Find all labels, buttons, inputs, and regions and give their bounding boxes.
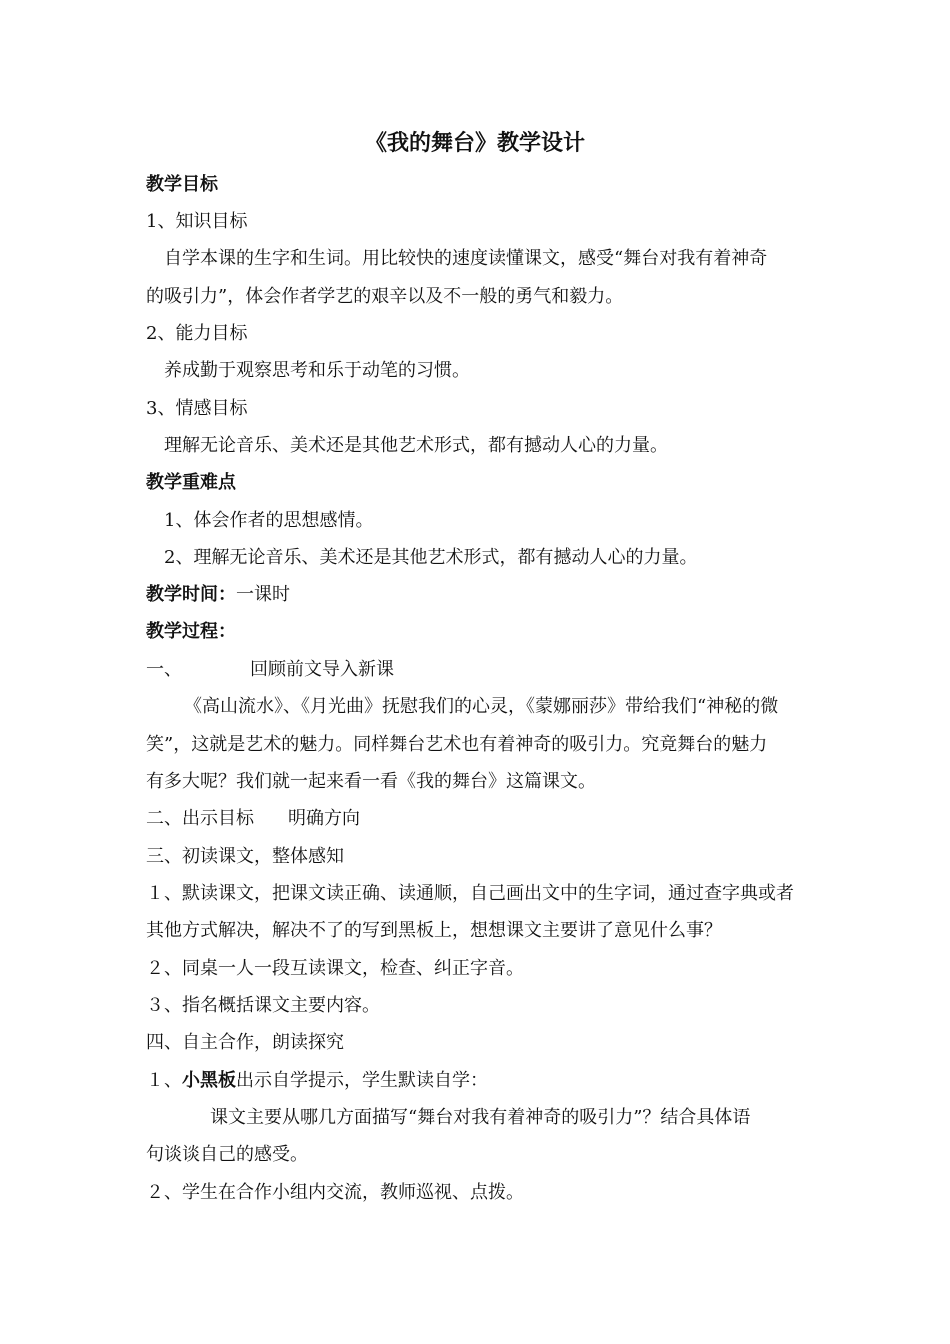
- key-point-2: 2、理解无论音乐、美术还是其他艺术形式，都有撼动人心的力量。: [164, 547, 698, 568]
- ability-goal-heading: 2、能力目标: [146, 323, 248, 344]
- emotion-goal-heading: 3、情感目标: [146, 398, 248, 419]
- step2-heading-part-2: 明确方向: [288, 808, 360, 829]
- step1-number: 一、: [146, 659, 182, 680]
- step4-heading: 四、自主合作，朗读探究: [146, 1032, 344, 1053]
- key-point-1: 1、体会作者的思想感情。: [164, 510, 374, 531]
- ability-text: 养成勤于观察思考和乐于动笔的习惯。: [164, 360, 470, 381]
- step4-item-1-number: １、: [146, 1070, 182, 1091]
- step3-item-1-line-1: １、默读课文，把课文读正确、读通顺，自己画出文中的生字词，通过查字典或者: [146, 883, 794, 904]
- teaching-time-value: 一课时: [236, 584, 290, 605]
- step4-item-1: [146, 1072, 488, 1090]
- step3-item-3: ３、指名概括课文主要内容。: [146, 995, 380, 1016]
- knowledge-text-line-2: 的吸引力”，体会作者学艺的艰辛以及不一般的勇气和毅力。: [146, 286, 624, 307]
- emotion-text: 理解无论音乐、美术还是其他艺术形式，都有撼动人心的力量。: [164, 435, 668, 456]
- step1-text-line-3: 有多大呢？我们就一起来看一看《我的舞台》这篇课文。: [146, 771, 596, 792]
- step4-item-1-text: 出示自学提示，学生默读自学：: [236, 1070, 488, 1091]
- step1-title: 回顾前文导入新课: [250, 659, 394, 680]
- knowledge-goal-heading: 1、知识目标: [146, 211, 248, 232]
- step1-text-line-1: 《高山流水》、《月光曲》抚慰我们的心灵，《蒙娜丽莎》带给我们“神秘的微: [184, 696, 779, 717]
- step2-heading-part-1: 二、出示目标: [146, 808, 254, 829]
- step1-text-line-2: 笑”，这就是艺术的魅力。同样舞台艺术也有着神奇的吸引力。究竟舞台的魅力: [146, 734, 768, 755]
- step3-item-2: ２、同桌一人一段互读课文，检查、纠正字音。: [146, 958, 524, 979]
- key-points-heading: 教学重难点: [146, 472, 236, 493]
- knowledge-text-line-1: 自学本课的生字和生词。用比较快的速度读懂课文，感受“舞台对我有着神奇: [164, 248, 768, 269]
- teaching-time: [146, 586, 290, 604]
- step3-heading: 三、初读课文，整体感知: [146, 846, 344, 867]
- process-heading: 教学过程：: [146, 621, 236, 642]
- teaching-time-label: 教学时间：: [146, 584, 236, 605]
- goals-heading: 教学目标: [146, 174, 218, 195]
- step4-item-1-bold: 小黑板: [182, 1070, 236, 1091]
- document-title: 《我的舞台》教学设计: [364, 130, 585, 156]
- step4-prompt-line-2: 句谈谈自己的感受。: [146, 1144, 308, 1165]
- step4-item-2: ２、学生在合作小组内交流，教师巡视、点拨。: [146, 1182, 524, 1203]
- step3-item-1-line-2: 其他方式解决，解决不了的写到黑板上，想想课文主要讲了意见什么事？: [146, 920, 722, 941]
- step4-prompt-line-1: 课文主要从哪几方面描写“舞台对我有着神奇的吸引力”？结合具体语: [210, 1107, 751, 1128]
